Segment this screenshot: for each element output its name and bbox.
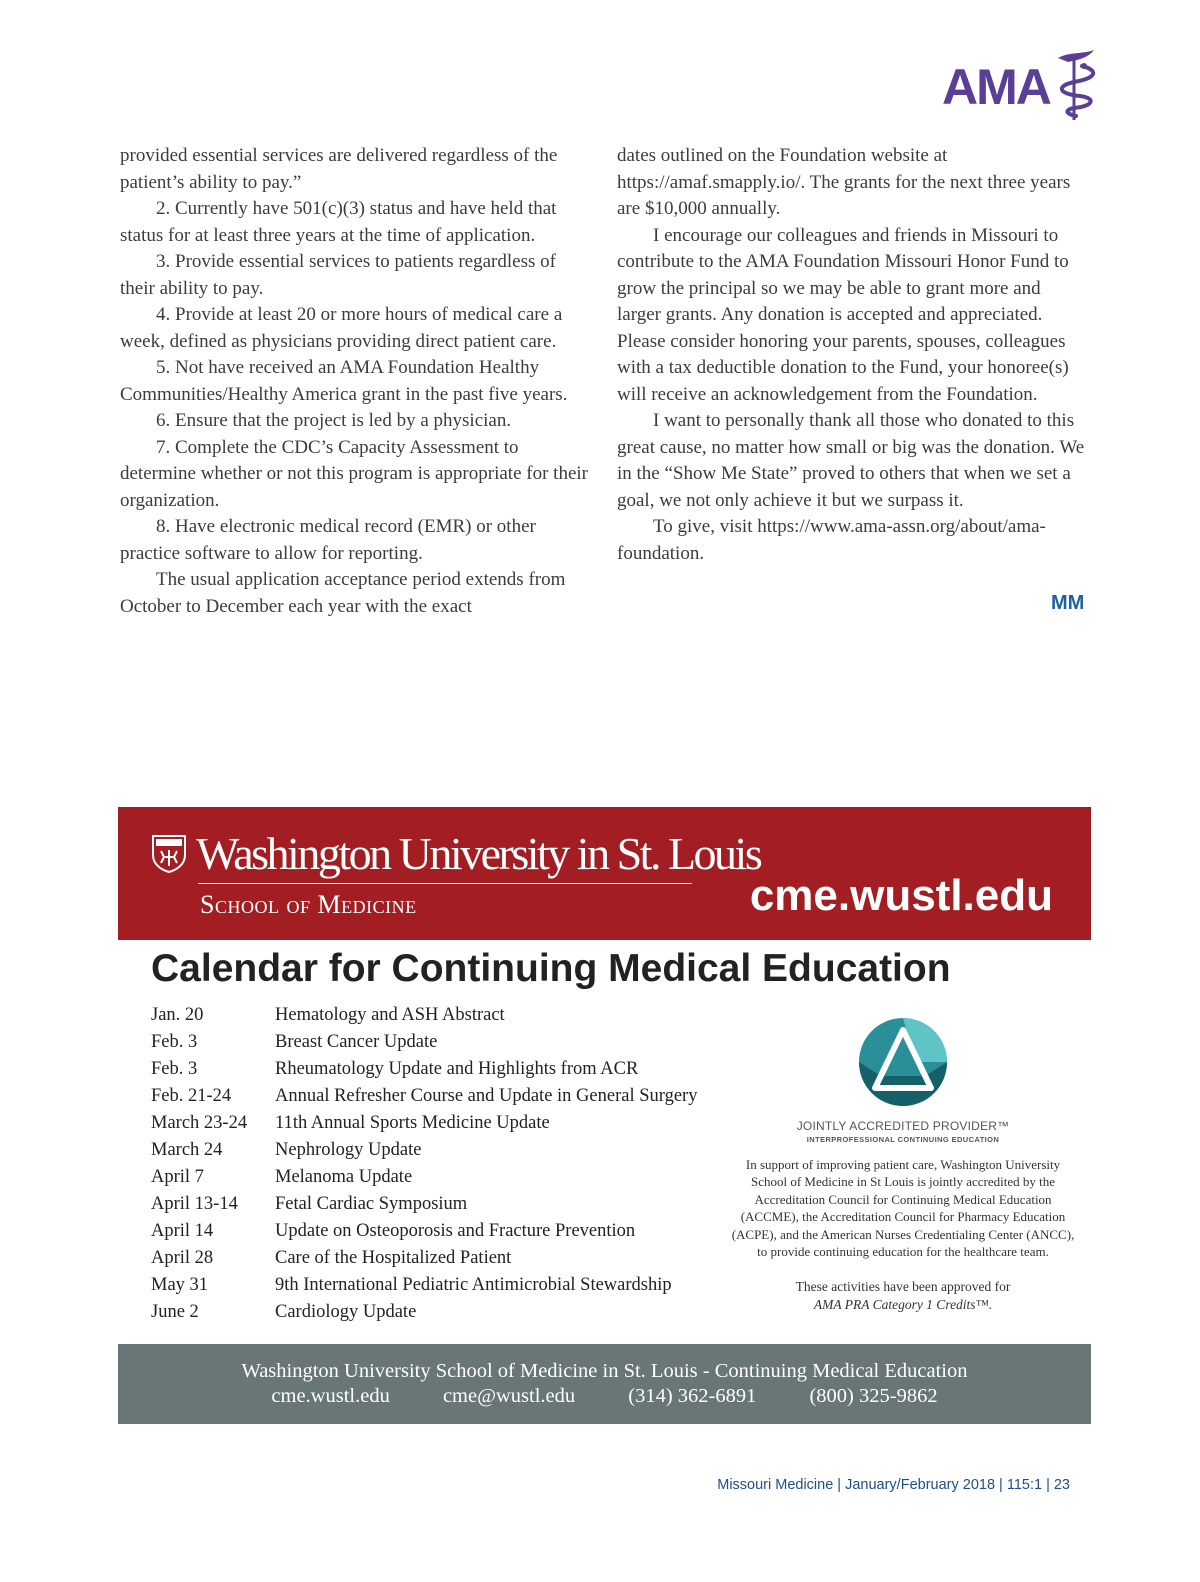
header-divider — [198, 883, 692, 884]
event-name: Update on Osteoporosis and Fracture Prevention — [275, 1221, 636, 1241]
calendar-title: Calendar for Continuing Medical Education — [151, 947, 951, 990]
event-date: March 23-24 — [151, 1113, 248, 1133]
event-row — [151, 1086, 751, 1113]
event-name: Breast Cancer Update — [275, 1032, 438, 1052]
event-date: April 14 — [151, 1221, 214, 1241]
left-paragraph: 2. Currently have 501(c)(3) status and have held that status for at least three years at the time of application. — [120, 198, 557, 246]
event-row — [151, 1248, 751, 1275]
event-row — [151, 1221, 751, 1248]
event-name: 9th International Pediatric Antimicrobial Stewardship — [275, 1275, 672, 1295]
event-date: June 2 — [151, 1302, 199, 1322]
event-date: April 13-14 — [151, 1194, 238, 1214]
footer-institution: Washington University School of Medicine in St. Louis - Continuing Medical Education — [241, 1360, 968, 1382]
event-name: Nephrology Update — [275, 1140, 422, 1160]
event-date: April 28 — [151, 1248, 214, 1268]
cme-advertisement — [118, 807, 1091, 1424]
left-paragraph: 8. Have electronic medical record (EMR) or other practice software to allow for reporting. — [120, 516, 536, 564]
event-date: Feb. 3 — [151, 1059, 198, 1079]
event-name: Care of the Hospitalized Patient — [275, 1248, 512, 1268]
left-paragraph: The usual application acceptance period extends from October to December each year with the exact — [120, 569, 566, 617]
left-paragraph: 5. Not have received an AMA Foundation Healthy Communities/Healthy America grant in the past five years. — [120, 357, 568, 405]
accreditation-badge-title: JOINTLY ACCREDITED PROVIDER™ — [796, 1119, 1010, 1133]
footer-email-link[interactable]: cme@wustl.edu — [442, 1385, 576, 1407]
event-row — [151, 1167, 751, 1194]
event-name: 11th Annual Sports Medicine Update — [275, 1113, 550, 1133]
ad-header — [118, 807, 1091, 940]
footer-contacts — [118, 1385, 1091, 1408]
article-end-mark: MM — [1051, 592, 1085, 614]
credits-approval-prefix: These activities have been approved for — [795, 1279, 1011, 1295]
footer-phone-tollfree: (800) 325-9862 — [809, 1385, 938, 1407]
event-row — [151, 1302, 751, 1329]
left-paragraph: 3. Provide essential services to patients regardless of their ability to pay. — [120, 251, 556, 299]
event-date: Jan. 20 — [151, 1005, 204, 1025]
event-date: April 7 — [151, 1167, 204, 1187]
left-paragraph: 4. Provide at least 20 or more hours of medical care a week, defined as physicians providing direct patient care. — [120, 304, 563, 352]
event-row — [151, 1140, 751, 1167]
article-left-column — [120, 143, 590, 620]
credits-approval — [730, 1278, 1076, 1314]
header-url: cme.wustl.edu — [749, 871, 1053, 920]
ama-logo-text: AMA — [942, 59, 1050, 115]
ama-logo — [936, 44, 1112, 124]
event-date: March 24 — [151, 1140, 223, 1160]
event-name: Hematology and ASH Abstract — [275, 1005, 505, 1025]
article-right-column — [617, 143, 1087, 567]
right-paragraph: I encourage our colleagues and friends in Missouri to contribute to the AMA Foundation Missouri Honor Fund to grow the principal so we may be able to grant more and larger grants. Any donation is accepted and appreciated. Please consider honoring your parents, spouses, colleagues with a tax deductible donation to the Fund, your honoree(s) will receive an acknowledgement from the Foundation. — [617, 224, 1069, 405]
event-row — [151, 1005, 751, 1032]
jointly-accredited-logo-icon — [853, 1012, 953, 1112]
credits-approval-credit: AMA PRA Category 1 Credits™. — [813, 1297, 993, 1313]
event-row — [151, 1059, 751, 1086]
event-row — [151, 1113, 751, 1140]
events-list — [151, 1005, 751, 1329]
event-name: Cardiology Update — [275, 1302, 417, 1322]
university-shield-icon — [152, 835, 186, 873]
right-paragraph: To give, visit https://www.ama-assn.org/about/ama-foundation. — [617, 516, 1046, 564]
event-name: Annual Refresher Course and Update in General Surgery — [275, 1086, 698, 1106]
event-row — [151, 1275, 751, 1302]
event-name: Fetal Cardiac Symposium — [275, 1194, 468, 1214]
event-row — [151, 1194, 751, 1221]
ad-footer — [118, 1344, 1091, 1424]
event-date: Feb. 21-24 — [151, 1086, 232, 1106]
page-footer: Missouri Medicine | January/February 2018 | 115:1 | 23 — [717, 1477, 1070, 1493]
accreditation-statement: In support of improving patient care, Washington University School of Medicine in St Louis is jointly accredited by the Accreditation Council for Continuing Medical Education (ACCME), the Accreditation Council for Pharmacy Education (ACPE), and the American Nurses Credentialing Center (ANCC), to provide continuing education for the healthcare team. — [731, 1157, 1075, 1260]
left-paragraph: 6. Ensure that the project is led by a physician. — [156, 410, 512, 431]
right-paragraph: I want to personally thank all those who donated to this great cause, no matter how small or big was the donation. We in the “Show Me State” proved to others that when we set a goal, we not only achieve it but we surpass it. — [617, 410, 1085, 511]
caduceus-icon — [1054, 48, 1110, 122]
event-row — [151, 1032, 751, 1059]
event-date: May 31 — [151, 1275, 209, 1295]
event-name: Melanoma Update — [275, 1167, 413, 1187]
footer-website-link[interactable]: cme.wustl.edu — [271, 1385, 390, 1407]
left-paragraph: 7. Complete the CDC’s Capacity Assessment to determine whether or not this program is appropriate for their organization. — [120, 436, 588, 511]
school-name: School of Medicine — [200, 890, 417, 919]
right-paragraph: dates outlined on the Foundation website at https://amaf.smapply.io/. The grants for the next three years are $10,000 annually. — [617, 145, 1071, 219]
accreditation-badge-subtitle: INTERPROFESSIONAL CONTINUING EDUCATION — [806, 1135, 1000, 1144]
event-name: Rheumatology Update and Highlights from ACR — [275, 1059, 639, 1079]
footer-phone-local: (314) 362-6891 — [628, 1385, 757, 1407]
event-date: Feb. 3 — [151, 1032, 198, 1052]
university-name: Washington University in St. Louis — [196, 828, 761, 879]
accreditation-panel — [730, 1012, 1076, 1314]
left-paragraph: provided essential services are delivered regardless of the patient’s ability to pay.” — [120, 145, 558, 193]
